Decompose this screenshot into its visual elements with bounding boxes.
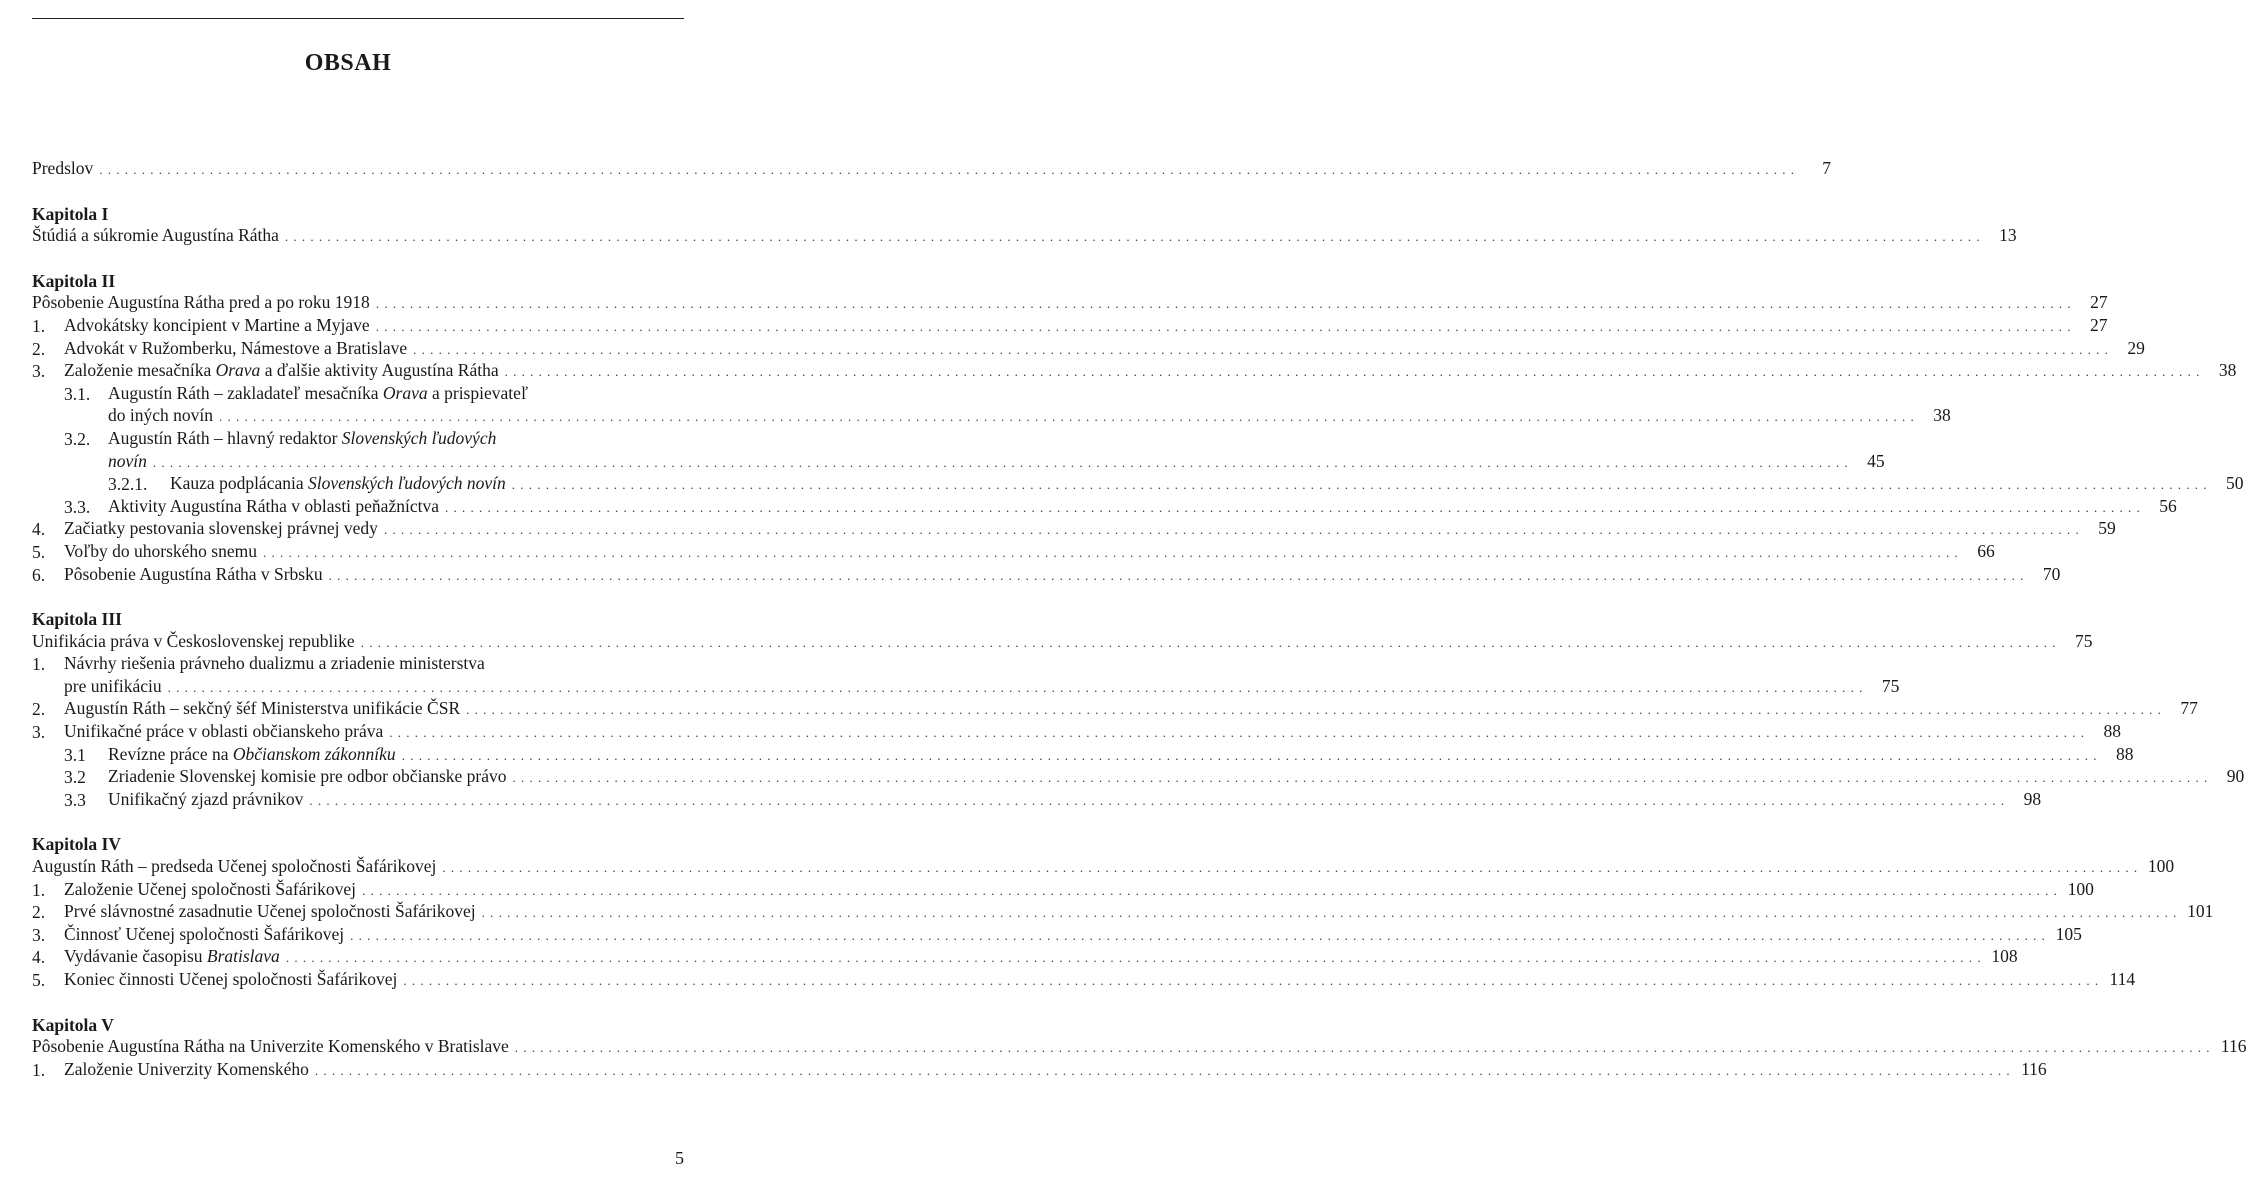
toc-entry-line [64,878,2094,902]
toc-entry-line [108,383,678,406]
toc-entry-number: 3. [32,722,46,743]
dot-leader: . . . . . . . . . . . . . . . . . . . . . . . . . . . . . . . . . . . . . . . . . . . . . . . . . . . . . . . . . . . . . . . . . . . . . . . . . . . . . . . . . . . . . . . . . . . . . . . . . . . . . . . . . . . . . . . . . . . . . . . . . . . . . . . . . . . . . . . . . . . . . . . . . . . . . . . . . . . . . . . . . . . . . . . . . . . . . . . . . . . . . . . . . . . . . . . . . . . . . . . . [444,499,2141,515]
toc-entry-line [64,360,2237,383]
toc-entry-number: 3.3 [64,789,86,810]
label-text: Augustín Ráth – hlavný redaktor [108,427,342,448]
toc-entry[interactable] [32,540,1995,564]
toc-entry-line [108,428,678,451]
dot-leader: . . . . . . . . . . . . . . . . . . . . . . . . . . . . . . . . . . . . . . . . . . . . . . . . . . . . . . . . . . . . . . . . . . . . . . . . . . . . . . . . . . . . . . . . . . . . . . . . . . . . . . . . . . . . . . . . . . . . . . . . . . . . . . . . . . . . . . . . . . . . . . . . . . . . . . . . . . . . . . . . . . . . . . . . . . . . . . . . . . . . . . . . . . . . . . . . . . . . . . . . [442,860,2139,876]
toc-entry-line [64,969,2136,992]
toc-entry-line [64,946,2018,969]
italic-title: novín [108,450,147,471]
toc-entry-number: 2. [32,699,46,720]
label-text: Vydávanie časopisu [64,946,207,967]
toc-entry[interactable] [32,337,2145,361]
toc-entry-number: 1. [32,315,46,336]
dot-leader: . . . . . . . . . . . . . . . . . . . . . . . . . . . . . . . . . . . . . . . . . . . . . . . . . . . . . . . . . . . . . . . . . . . . . . . . . . . . . . . . . . . . . . . . . . . . . . . . . . . . . . . . . . . . . . . . . . . . . . . . . . . . . . . . . . . . . . . . . . . . . . . . . . . . . . . . . . . . . . . . . . . . . . . . . . . . . . . . . . . . . . . . . . . . . . . . . . . . . . . . [375,318,2072,334]
toc-entry-number: 1. [32,1059,46,1080]
toc-entry[interactable] [32,495,2177,519]
italic-title: Orava [382,382,428,403]
toc-page-number: 77 [2180,698,2198,719]
label-text: a prispievateľ [427,382,528,403]
toc-entry-line [108,495,2177,519]
label-text: Voľby do uhorského snemu [64,540,257,561]
section-gap [32,586,678,608]
toc-entry-number: 1. [32,879,46,900]
dot-leader: . . . . . . . . . . . . . . . . . . . . . . . . . . . . . . . . . . . . . . . . . . . . . . . . . . . . . . . . . . . . . . . . . . . . . . . . . . . . . . . . . . . . . . . . . . . . . . . . . . . . . . . . . . . . . . . . . . . . . . . . . . . . . . . . . . . . . . . . . . . . . . . . . . . . . . . . . . . . . . . . . . . . . . . . . . . . . . . . . . . . . . . . . . . . . . . . . . . . . . . . [309,792,2006,808]
toc-entry-number: 5. [32,970,46,990]
toc-entry[interactable] [32,946,2018,969]
toc-entry-label [108,428,496,449]
toc-page-number: 101 [2187,901,2214,922]
toc-entry-line [64,337,2145,361]
dot-leader: . . . . . . . . . . . . . . . . . . . . . . . . . . . . . . . . . . . . . . . . . . . . . . . . . . . . . . . . . . . . . . . . . . . . . . . . . . . . . . . . . . . . . . . . . . . . . . . . . . . . . . . . . . . . . . . . . . . . . . . . . . . . . . . . . . . . . . . . . . . . . . . . . . . . . . . . . . . . . . . . . . . . . . . . . . . . . . . . . . . . . . . . . . . . . . . . . . . . . . . . [362,882,2058,898]
label-text: Augustín Ráth – sekčný šéf Ministerstva unifikácie ČSR [64,698,461,719]
dot-leader: . . . . . . . . . . . . . . . . . . . . . . . . . . . . . . . . . . . . . . . . . . . . . . . . . . . . . . . . . . . . . . . . . . . . . . . . . . . . . . . . . . . . . . . . . . . . . . . . . . . . . . . . . . . . . . . . . . . . . . . . . . . . . . . . . . . . . . . . . . . . . . . . . . . . . . . . . . . . . . . . . . . . . . . . . . . . . . . . . . . . . . . . . . . . . . . . . . . . . . . . [350,927,2046,943]
dot-leader: . . . . . . . . . . . . . . . . . . . . . . . . . . . . . . . . . . . . . . . . . . . . . . . . . . . . . . . . . . . . . . . . . . . . . . . . . . . . . . . . . . . . . . . . . . . . . . . . . . . . . . . . . . . . . . . . . . . . . . . . . . . . . . . . . . . . . . . . . . . . . . . . . . . . . . . . . . . . . . . . . . . . . . . . . . . . . . . . . . . . . . . . . . . . . . . . . . . . . . . . [375,296,2072,312]
label-text: Revízne práce na [108,743,233,764]
chapter-heading: Kapitola III [32,609,122,630]
toc-page-number: 59 [2098,518,2116,539]
toc-entry-line [108,743,2134,767]
label-text: Činnosť Učenej spoločnosti Šafárikovej [64,923,345,944]
toc-entry[interactable] [32,766,2245,789]
toc-page-number: 100 [2147,856,2175,877]
italic-title: Občianskom zákonníku [232,743,396,764]
italic-title: Slovenských ľudových novín [307,473,506,494]
label-text: Pôsobenie Augustína Rátha na Univerzite Komenského v Bratislave [32,1036,509,1057]
toc-entry-number: 2. [32,902,46,923]
toc-entry-label [108,744,396,765]
toc-entry-number: 4. [32,947,46,968]
toc-entry[interactable] [32,473,2244,496]
toc-entry-label [64,541,257,562]
toc-entry-label [108,383,528,404]
toc-entry-label [64,901,476,922]
dot-leader: . . . . . . . . . . . . . . . . . . . . . . . . . . . . . . . . . . . . . . . . . . . . . . . . . . . . . . . . . . . . . . . . . . . . . . . . . . . . . . . . . . . . . . . . . . . . . . . . . . . . . . . . . . . . . . . . . . . . . . . . . . . . . . . . . . . . . . . . . . . . . . . . . . . . . . . . . . . . . . . . . . . . . . . . . . . . . . . . . . . . . . . . . . . . . . . . . . . . . . . . [383,522,2080,538]
section-gap [32,181,678,203]
label-text: Unifikácia práva v Československej republike [32,630,355,651]
label-text: a ďalšie aktivity Augustína Rátha [260,360,499,381]
dot-leader: . . . . . . . . . . . . . . . . . . . . . . . . . . . . . . . . . . . . . . . . . . . . . . . . . . . . . . . . . . . . . . . . . . . . . . . . . . . . . . . . . . . . . . . . . . . . . . . . . . . . . . . . . . . . . . . . . . . . . . . . . . . . . . . . . . . . . . . . . . . . . . . . . . . . . . . . . . . . . . . . . . . . . . . . . . . . . . . . . . . . . . . . . . . . . . . . . . . . . . . . [314,1062,2011,1078]
toc-entry-line [64,721,2121,744]
dot-leader: . . . . . . . . . . . . . . . . . . . . . . . . . . . . . . . . . . . . . . . . . . . . . . . . . . . . . . . . . . . . . . . . . . . . . . . . . . . . . . . . . . . . . . . . . . . . . . . . . . . . . . . . . . . . . . . . . . . . . . . . . . . . . . . . . . . . . . . . . . . . . . . . . . . . . . . . . . . . . . . . . . . . . . . . . . . . . . . . . . . . . . . . . . . . . . . . . . . . . . . . [262,544,1959,560]
label-text: Založenie Učenej spoločnosti Šafárikovej [64,878,357,899]
toc-page-number: 27 [2089,314,2108,335]
toc-page-number: 27 [2090,292,2108,313]
toc-entry-label [64,698,460,719]
toc-entry-label: Predslov [32,158,94,178]
toc-entry-label [64,564,323,585]
toc-entry[interactable] [32,382,1951,428]
toc-entry-label [32,631,355,652]
toc-entry-line [64,675,1900,699]
toc-entry-label [108,766,507,787]
dot-leader: . . . . . . . . . . . . . . . . . . . . . . . . . . . . . . . . . . . . . . . . . . . . . . . . . . . . . . . . . . . . . . . . . . . . . . . . . . . . . . . . . . . . . . . . . . . . . . . . . . . . . . . . . . . . . . . . . . . . . . . . . . . . . . . . . . . . . . . . . . . . . . . . . . . . . . . . . . . . . . . . . . . . . . . . . . . . . . . . . . . . . . . . . . . . . . . . . . . . . . . . [152,454,1849,470]
toc-entry-line [32,292,2108,315]
label-text: Štúdiá a súkromie Augustína Rátha [32,225,279,246]
toc-entry[interactable] [32,1058,2047,1082]
toc-entry-label [64,315,370,336]
toc-entry-label [170,473,506,494]
page-number: 5 [675,1148,684,1168]
toc-entry-label [108,405,213,426]
dot-leader: . . . . . . . . . . . . . . . . . . . . . . . . . . . . . . . . . . . . . . . . . . . . . . . . . . . . . . . . . . . . . . . . . . . . . . . . . . . . . . . . . . . . . . . . . . . . . . . . . . . . . . . . . . . . . . . . . . . . . . . . . . . . . . . . . . . . . . . . . . . . . . . . . . . . . . . . . . . . . . . . . . . . . . . . . . . . . . . . . . . . . . . . . . . . . . . . . . . . . . . . [511,477,2208,493]
toc-entry-line [32,630,2093,654]
dot-leader: . . . . . . . . . . . . . . . . . . . . . . . . . . . . . . . . . . . . . . . . . . . . . . . . . . . . . . . . . . . . . . . . . . . . . . . . . . . . . . . . . . . . . . . . . . . . . . . . . . . . . . . . . . . . . . . . . . . . . . . . . . . . . . . . . . . . . . . . . . . . . . . . . . . . . . . . . . . . . . . . . . . . . . . . . . . . . . . . . . . . . . . . . . . . . . . . . . . . . . . . [403,973,2100,988]
toc-page-number: 116 [2021,1058,2047,1079]
toc-entry[interactable] [32,563,2061,587]
dot-leader: . . . . . . . . . . . . . . . . . . . . . . . . . . . . . . . . . . . . . . . . . . . . . . . . . . . . . . . . . . . . . . . . . . . . . . . . . . . . . . . . . . . . . . . . . . . . . . . . . . . . . . . . . . . . . . . . . . . . . . . . . . . . . . . . . . . . . . . . . . . . . . . . . . . . . . . . . . . . . . . . . . . . . . . . . . . . . . . . . . . . . . . . . . . . . . . . . . . . . . . . [466,702,2162,718]
section-gap [32,248,678,270]
italic-title: Bratislava [206,946,280,967]
toc-entry-number: 5. [32,541,46,562]
toc-entry-line [32,1036,2247,1059]
toc-page-number: 100 [2067,878,2094,899]
toc-entry-label [64,360,499,381]
label-text: Návrhy riešenia právneho dualizmu a zriadenie ministerstva [64,653,485,674]
dot-leader: . . . . . . . . . . . . . . . . . . . . . . . . . . . . . . . . . . . . . . . . . . . . . . . . . . . . . . . . . . . . . . . . . . . . . . . . . . . . . . . . . . . . . . . . . . . . . . . . . . . . . . . . . . . . . . . . . . . . . . . . . . . . . . . . . . . . . . . . . . . . . . . . . . . . . . . . . . . . . . . . . . . . . . . . . . . . . . . . . . . . . . . . . . . . . . . . . . . . . . . . [504,364,2201,380]
toc-entry-line [64,518,2116,541]
toc-entry-number: 3. [32,924,46,945]
toc-entry-label [32,1036,509,1057]
label-text: Založenie mesačníka [64,360,216,381]
label-text: do iných novín [108,405,213,426]
label-text: Zriadenie Slovenskej komisie pre odbor občianske právo [108,766,507,787]
toc-entry-label [108,789,303,810]
chapter-heading: Kapitola V [32,1014,114,1035]
toc-entry-number: 2. [32,338,46,359]
label-text: Založenie Univerzity Komenského [64,1058,309,1079]
table-of-contents [32,158,2247,1081]
toc-page-number: 116 [2220,1036,2247,1057]
label-text: Augustín Ráth – predseda Učenej spoločnosti Šafárikovej [32,856,437,877]
toc-page-number: 90 [2226,766,2245,787]
toc-entry-line [108,450,1885,474]
toc-page-number: 38 [1933,405,1951,426]
dot-leader: . . . . . . . . . . . . . . . . . . . . . . . . . . . . . . . . . . . . . . . . . . . . . . . . . . . . . . . . . . . . . . . . . . . . . . . . . . . . . . . . . . . . . . . . . . . . . . . . . . . . . . . . . . . . . . . . . . . . . . . . . . . . . . . . . . . . . . . . . . . . . . . . . . . . . . . . . . . . . . . . . . . . . . . . . . . . . . . . . . . . . . . . . . . . . . . . . . . . . . . . [219,409,1915,425]
toc-entry-line [32,856,2175,879]
toc-entry[interactable] [32,743,2134,767]
label-text: Pôsobenie Augustína Rátha v Srbsku [64,563,323,584]
toc-entry-label [32,225,279,246]
page-title: OBSAH [304,50,392,76]
dot-leader: . . . . . . . . . . . . . . . . . . . . . . . . . . . . . . . . . . . . . . . . . . . . . . . . . . . . . . . . . . . . . . . . . . . . . . . . . . . . . . . . . . . . . . . . . . . . . . . . . . . . . . . . . . . . . . . . . . . . . . . . . . . . . . . . . . . . . . . . . . . . . . . . . . . . . . . . . . . . . . . . . . . . . . . . . . . . . . . . . . . . . . . . . . . . . . . . . . . . . . . . [389,725,2085,741]
toc-entry-line [170,473,2244,496]
dot-leader: . . . . . . . . . . . . . . . . . . . . . . . . . . . . . . . . . . . . . . . . . . . . . . . . . . . . . . . . . . . . . . . . . . . . . . . . . . . . . . . . . . . . . . . . . . . . . . . . . . . . . . . . . . . . . . . . . . . . . . . . . . . . . . . . . . . . . . . . . . . . . . . . . . . . . . . . . . . . . . . . . . . . . . . . . . . . . . . . . . . . . . . . . . . . . . . . . . . . . . . . [481,905,2178,921]
toc-entry-label [108,496,439,517]
toc-entry[interactable] [32,721,2121,744]
toc-entry-number: 3.1. [64,383,91,404]
toc-page-number: 7 [1822,158,1831,178]
toc-page-number: 13 [1999,225,2017,246]
toc-page-number: 75 [1881,675,1900,696]
toc-entry-number: 3.3. [64,496,91,517]
dot-leader: . . . . . . . . . . . . . . . . . . . . . . . . . . . . . . . . . . . . . . . . . . . . . . . . . . . . . . . . . . . . . . . . . . . . . . . . . . . . . . . . . . . . . . . . . . . . . . . . . . . . . . . . . . . . . . . . . . . . . . . . . . . . . . . . . . . . . . . . . . . . . . . . . . . . . . . . . . . . . . . . . . . . . . . . . . . . . . . . . . . . . . . . . . . . . . . . . . . . . . . . [285,950,1982,966]
toc-page-number: 66 [1977,540,1995,561]
label-text: Koniec činnosti Učenej spoločnosti Šafárikovej [64,969,398,989]
label-text: Advokát v Ružomberku, Námestove a Bratislave [64,337,408,358]
toc-entry-label [64,721,383,742]
toc-entry[interactable] [32,969,2136,992]
toc-page-number: 114 [2109,969,2136,989]
toc-page-number: 70 [2042,563,2061,584]
label-text: Aktivity Augustína Rátha v oblasti peňažníctva [108,495,439,516]
toc-entry[interactable] [32,518,2116,541]
toc-entry-number: 3.2.1. [108,474,148,495]
label-text: pre unifikáciu [64,675,162,696]
label-text: Začiatky pestovania slovenskej právnej vedy [64,518,378,539]
toc-page-number: 29 [2127,337,2145,358]
label-text: Augustín Ráth – zakladateľ mesačníka [108,382,383,403]
toc-entry-label [64,969,397,990]
toc-entry[interactable] [32,225,2017,248]
toc-entry-label [64,338,407,359]
label-text: Advokátsky koncipient v Martine a Myjave [64,314,370,335]
toc-entry-number: 4. [32,519,46,540]
toc-page-number: 88 [2103,721,2121,742]
dot-leader: . . . . . . . . . . . . . . . . . . . . . . . . . . . . . . . . . . . . . . . . . . . . . . . . . . . . . . . . . . . . . . . . . . . . . . . . . . . . . . . . . . . . . . . . . . . . . . . . . . . . . . . . . . . . . . . . . . . . . . . . . . . . . . . . . . . . . . . . . . . . . . . . . . . . . . . . . . . . . . . . . . . . . . . . . . . . . . . . . . . . . . . . . . . . . . . . . . . . . . . . [512,770,2209,786]
toc-entry[interactable] [32,698,2198,721]
section-gap [32,811,678,833]
toc-entry-label [108,451,147,472]
toc-page-number: 45 [1867,450,1885,471]
dot-leader: . . . . . . . . . . . . . . . . . . . . . . . . . . . . . . . . . . . . . . . . . . . . . . . . . . . . . . . . . . . . . . . . . . . . . . . . . . . . . . . . . . . . . . . . . . . . . . . . . . . . . . . . . . . . . . . . . . . . . . . . . . . . . . . . . . . . . . . . . . . . . . . . . . . . . . . . . . . . . . . . . . . . . . . . . . . . . . . . . . . . . . . . . . . . . . . . . . . . . . . . [413,341,2109,357]
toc-entry-label [32,292,370,313]
toc-entry-number: 3.1 [64,744,86,765]
toc-entry-number: 6. [32,564,46,585]
toc-entry-label [64,518,378,539]
toc-page-number: 75 [2074,630,2093,651]
chapter-heading: Kapitola II [32,270,116,291]
toc-entry[interactable] [32,360,2237,383]
toc-entry-number: 3. [32,361,46,382]
toc-entry[interactable] [32,653,1900,698]
toc-entry-line [32,225,2017,248]
toc-page-number: 38 [2218,360,2237,381]
label-text: Prvé slávnostné zasadnutie Učenej spoločnosti Šafárikovej [64,901,476,922]
label-text: Pôsobenie Augustína Rátha pred a po roku 1918 [32,292,370,313]
dot-leader: . . . . . . . . . . . . . . . . . . . . . . . . . . . . . . . . . . . . . . . . . . . . . . . . . . . . . . . . . . . . . . . . . . . . . . . . . . . . . . . . . . . . . . . . . . . . . . . . . . . . . . . . . . . . . . . . . . . . . . . . . . . . . . . . . . . . . . . . . . . . . . . . . . . . . . . . . . . . . . . . . . . . . . . . . . . . . . . . . . . . . . . . . . . . . . . . . . . . . . . . [284,229,1981,245]
toc-chapters [32,181,2247,1082]
toc-page-number: 98 [2023,788,2042,809]
toc-entry-number: 3.2 [64,767,86,788]
toc-entry[interactable] [32,788,2042,812]
toc-entry-label [64,676,162,697]
toc-page-number: 88 [2115,743,2134,764]
toc-entry-line [64,923,2082,947]
toc-entry[interactable] [32,878,2094,902]
toc-entry[interactable] [32,427,1885,473]
toc-entry-line [64,698,2198,721]
dot-leader: . . . . . . . . . . . . . . . . . . . . . . . . . . . . . . . . . . . . . . . . . . . . . . . . . . . . . . . . . . . . . . . . . . . . . . . . . . . . . . . . . . . . . . . . . . . . . . . . . . . . . . . . . . . . . . . . . . . . . . . . . . . . . . . . . . . . . . . . . . . . . . . . . . . . . . . . . . . . . . . . . . . . . . . . . . . . . . . . . . . . . . . . . . . . . . . . . . . . . . . . [401,747,2098,763]
italic-title: Orava [215,360,261,381]
toc-entry-line [64,563,2061,587]
toc-entry-preface[interactable] [32,158,1831,181]
toc-entry[interactable] [32,1036,2247,1059]
toc-entry[interactable] [32,314,2108,338]
dot-leader: . . . . . . . . . . . . . . . . . . . . . . . . . . . . . . . . . . . . . . . . . . . . . . . . . . . . . . . . . . . . . . . . . . . . . . . . . . . . . . . . . . . . . . . . . . . . . . . . . . . . . . . . . . . . . . . . . . . . . . . . . . . . . . . . . . . . . . . . . . . . . . . . . . . . . . . . . . . . . . . . . . . . . . . . . . . . . . . . . . . . . . . . . . . . . . . . . . . . . . . . [99,162,1795,177]
toc-entry-line [64,1058,2047,1082]
italic-title: Slovenských ľudových [341,427,497,448]
dot-leader: . . . . . . . . . . . . . . . . . . . . . . . . . . . . . . . . . . . . . . . . . . . . . . . . . . . . . . . . . . . . . . . . . . . . . . . . . . . . . . . . . . . . . . . . . . . . . . . . . . . . . . . . . . . . . . . . . . . . . . . . . . . . . . . . . . . . . . . . . . . . . . . . . . . . . . . . . . . . . . . . . . . . . . . . . . . . . . . . . . . . . . . . . . . . . . . . . . . . . . . . [360,634,2057,650]
chapter-heading: Kapitola I [32,203,109,224]
toc-entry[interactable] [32,923,2082,947]
toc-entry-line [64,653,678,676]
label-text: Unifikačný zjazd právnikov [108,788,304,809]
label-text: Kauza podplácania [170,473,308,494]
chapter-heading: Kapitola IV [32,834,121,855]
toc-entry[interactable] [32,292,2108,315]
toc-entry-line [64,901,2214,924]
top-rule [32,18,684,19]
toc-entry-label [64,879,356,900]
toc-entry-label [64,946,280,967]
toc-entry-line [64,314,2108,338]
toc-page-number: 56 [2159,495,2177,516]
dot-leader: . . . . . . . . . . . . . . . . . . . . . . . . . . . . . . . . . . . . . . . . . . . . . . . . . . . . . . . . . . . . . . . . . . . . . . . . . . . . . . . . . . . . . . . . . . . . . . . . . . . . . . . . . . . . . . . . . . . . . . . . . . . . . . . . . . . . . . . . . . . . . . . . . . . . . . . . . . . . . . . . . . . . . . . . . . . . . . . . . . . . . . . . . . . . . . . . . . . . . . . . [167,679,1864,695]
toc-entry-number: 1. [32,654,46,675]
toc-entry-line [108,766,2245,789]
toc-entry-label [32,856,436,877]
toc-entry-line [108,788,2042,812]
section-gap [32,992,678,1014]
toc-entry-number: 3.2. [64,428,91,449]
toc-entry-label [64,924,344,945]
toc-entry[interactable] [32,630,2093,654]
toc-entry-label [64,1059,309,1080]
label-text: Unifikačné práce v oblasti občianskeho práva [64,721,384,742]
toc-entry-line [64,540,1995,564]
toc-entry[interactable] [32,901,2214,924]
toc-page-number: 105 [2055,923,2082,944]
toc-entry-line [108,405,1951,428]
toc-page-number: 108 [1991,946,2018,967]
dot-leader: . . . . . . . . . . . . . . . . . . . . . . . . . . . . . . . . . . . . . . . . . . . . . . . . . . . . . . . . . . . . . . . . . . . . . . . . . . . . . . . . . . . . . . . . . . . . . . . . . . . . . . . . . . . . . . . . . . . . . . . . . . . . . . . . . . . . . . . . . . . . . . . . . . . . . . . . . . . . . . . . . . . . . . . . . . . . . . . . . . . . . . . . . . . . . . . . . . . . . . . . [514,1040,2211,1056]
toc-entry[interactable] [32,856,2175,879]
dot-leader: . . . . . . . . . . . . . . . . . . . . . . . . . . . . . . . . . . . . . . . . . . . . . . . . . . . . . . . . . . . . . . . . . . . . . . . . . . . . . . . . . . . . . . . . . . . . . . . . . . . . . . . . . . . . . . . . . . . . . . . . . . . . . . . . . . . . . . . . . . . . . . . . . . . . . . . . . . . . . . . . . . . . . . . . . . . . . . . . . . . . . . . . . . . . . . . . . . . . . . . . [328,567,2025,583]
toc-page-number: 50 [2226,473,2244,494]
toc-entry-label [64,653,485,674]
